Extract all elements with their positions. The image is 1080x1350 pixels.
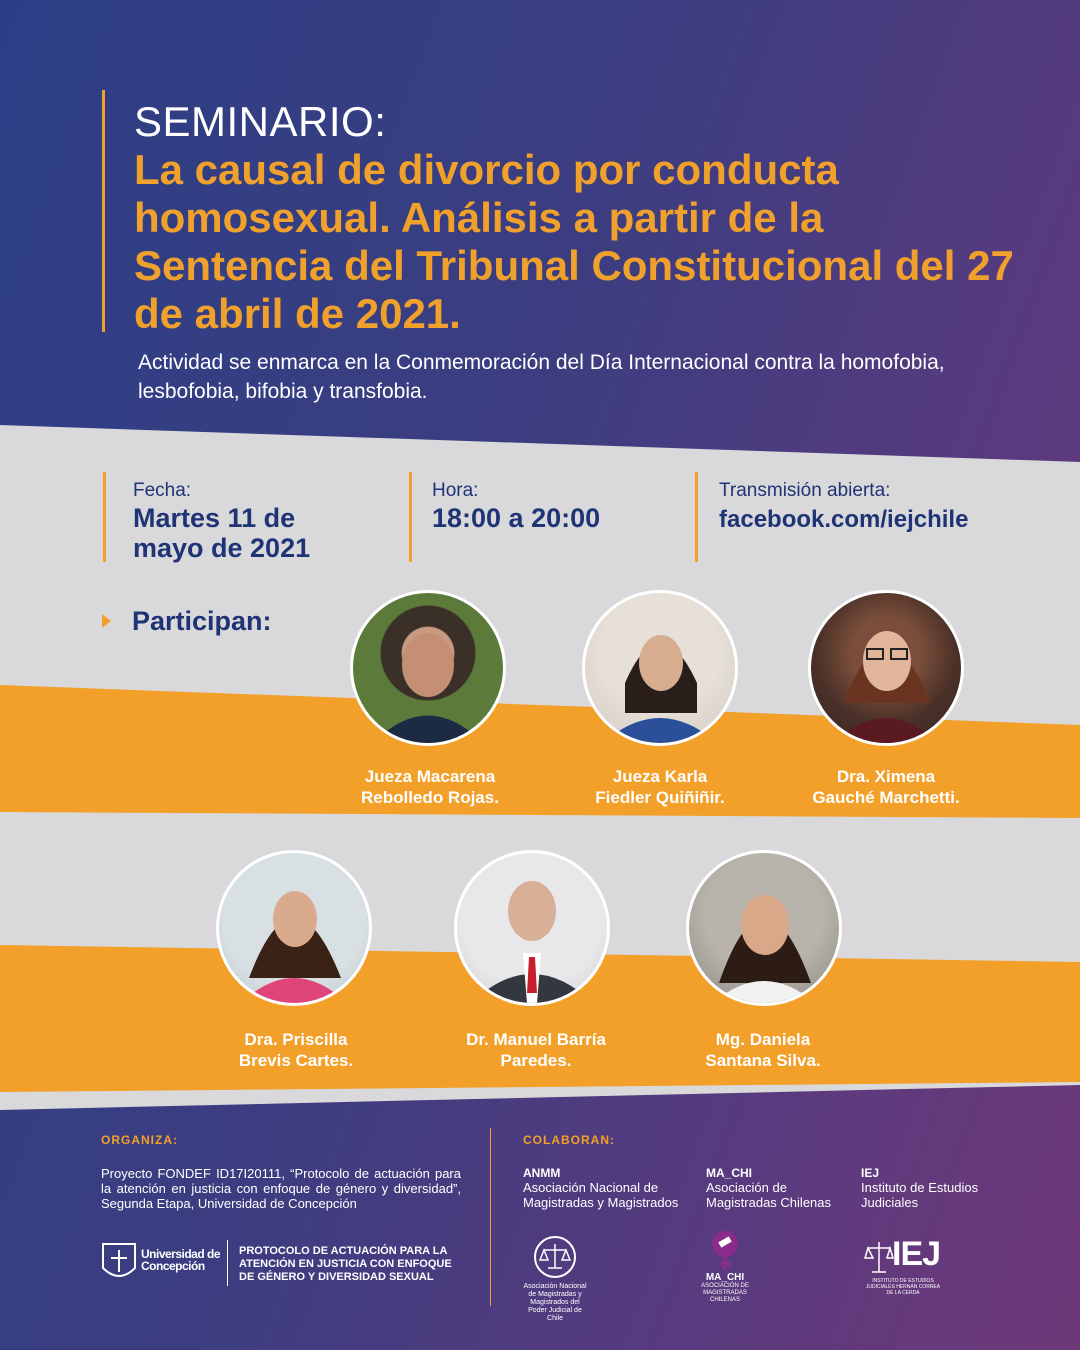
- collaborator-name: Asociación Nacional de Magistradas y Magistrados: [523, 1180, 679, 1210]
- scales-of-justice-icon: [532, 1234, 578, 1280]
- machi-logo-text: MA_CHI: [705, 1272, 745, 1283]
- anmm-logo: [520, 1234, 590, 1323]
- scales-icon: [864, 1238, 894, 1276]
- participant-photo-karla: [582, 590, 738, 746]
- footer-divider: [490, 1128, 491, 1306]
- participant-name-priscilla: Dra. Priscilla Brevis Cartes.: [238, 1030, 354, 1070]
- organiza-heading: ORGANIZA:: [101, 1133, 178, 1147]
- iej-logo-subtext: INSTITUTO DE ESTUDIOS JUDICIALES HERNÁN CORREA DE LA CERDA: [865, 1278, 941, 1296]
- seminar-label: SEMINARIO:: [134, 98, 387, 145]
- stream-accent-bar: [695, 472, 698, 562]
- time-accent-bar: [409, 472, 412, 562]
- seminar-subtitle: Actividad se enmarca en la Conmemoración del Día Internacional contra la homofobia, lesbofobia, bifobia y transfobia.: [138, 351, 945, 403]
- time-label: Hora:: [432, 480, 479, 501]
- female-symbol-gavel-icon: [705, 1228, 745, 1272]
- udec-shield-icon: [101, 1242, 137, 1284]
- colaboran-heading: COLABORAN:: [523, 1133, 615, 1147]
- iej-logo-text: IEJ: [892, 1235, 941, 1273]
- participants-arrow-icon: [102, 614, 111, 628]
- collaborator-anmm: [523, 1166, 693, 1210]
- collaborator-name: Asociación de Magistradas Chilenas: [706, 1180, 832, 1210]
- protocol-text: PROTOCOLO DE ACTUACIÓN PARA LA ATENCIÓN EN JUSTICIA CON ENFOQUE DE GÉNERO Y DIVERSIDAD SEXUAL: [239, 1245, 452, 1283]
- participant-photo-macarena: [350, 590, 506, 746]
- collaborator-machi: [706, 1166, 846, 1210]
- header-accent-bar: [102, 90, 105, 332]
- time-value: 18:00 a 20:00: [432, 503, 601, 533]
- participant-name-karla: Jueza Karla Fiedler Quiñiñir.: [595, 767, 725, 807]
- participant-photo-ximena: [808, 590, 964, 746]
- participant-name-ximena: Dra. Ximena Gauché Marchetti.: [812, 767, 960, 807]
- date-value: Martes 11 de mayo de 2021: [133, 503, 311, 563]
- participants-heading: Participan:: [132, 606, 272, 636]
- udec-logo: [101, 1242, 223, 1286]
- collaborator-name: Instituto de Estudios Judiciales: [861, 1180, 979, 1210]
- machi-logo: [700, 1228, 750, 1304]
- seminar-title: La causal de divorcio por conducta homosexual. Análisis a partir de la Sentencia del Tribunal Constitucional del 27 de abril de 2021.: [134, 146, 1014, 337]
- logo-divider: [227, 1240, 228, 1286]
- participant-name-macarena: Jueza Macarena Rebolledo Rojas.: [361, 767, 499, 807]
- participant-photo-manuel: [454, 850, 610, 1006]
- participant-photo-priscilla: [216, 850, 372, 1006]
- collaborator-acronym: ANMM: [523, 1166, 561, 1180]
- organiza-text: Proyecto FONDEF ID17I20111, “Protocolo de actuación para la atención en justicia con enfoque de género y diversidad”, Segunda Etapa, Universidad de Concepción: [101, 1166, 461, 1211]
- stream-label: Transmisión abierta:: [719, 480, 891, 501]
- udec-logo-text: Universidad de Concepción: [141, 1247, 221, 1273]
- machi-logo-subtext: ASOCIACIÓN DE MAGISTRADAS CHILENAS: [701, 1283, 749, 1303]
- stream-link[interactable]: facebook.com/iejchile: [719, 506, 969, 533]
- date-accent-bar: [103, 472, 106, 562]
- participant-name-manuel: Dr. Manuel Barría Paredes.: [466, 1030, 606, 1070]
- anmm-logo-text: Asociación Nacional de Magistradas y Magistrados del Poder Judicial de Chile: [523, 1283, 587, 1322]
- participant-photo-daniela: [686, 850, 842, 1006]
- date-label: Fecha:: [133, 480, 192, 501]
- collaborator-iej: [861, 1166, 1011, 1210]
- collaborator-acronym: MA_CHI: [706, 1166, 753, 1180]
- participant-name-daniela: Mg. Daniela Santana Silva.: [705, 1030, 821, 1070]
- collaborator-acronym: IEJ: [861, 1166, 880, 1180]
